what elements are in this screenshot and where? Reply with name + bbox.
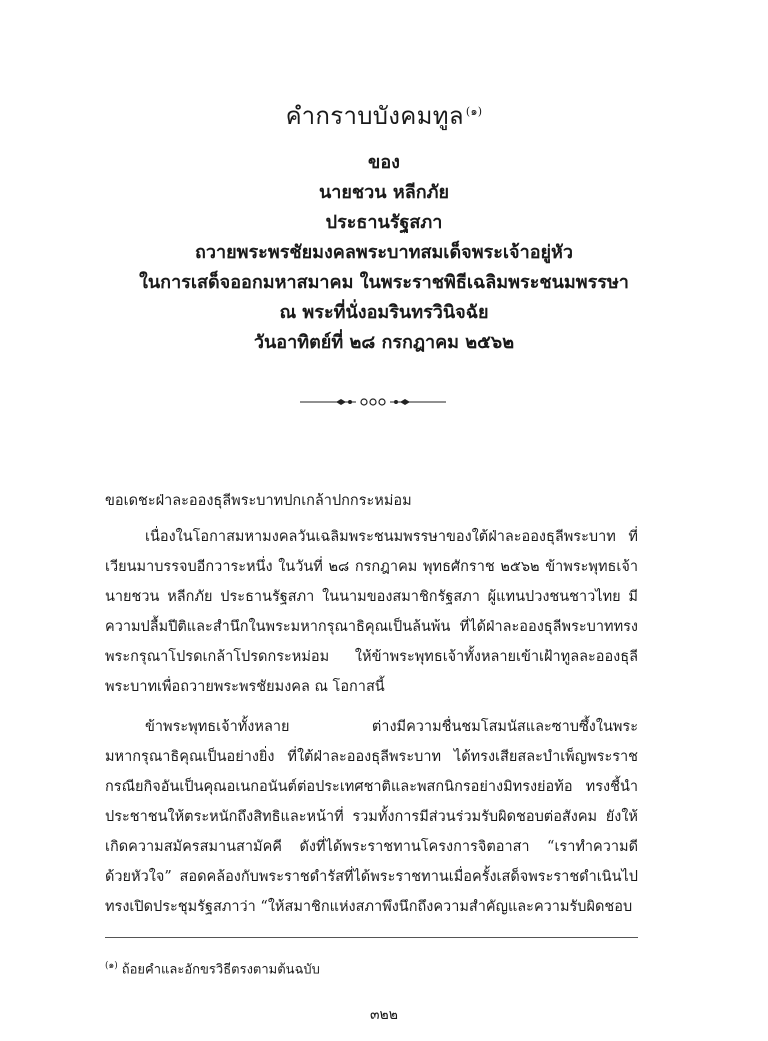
heading-line: ถวายพระพรชัยมงคลพระบาทสมเด็จพระเจ้าอยู่หัว <box>194 242 574 263</box>
heading-block <box>0 148 768 358</box>
page-number: ๓๒๒ <box>369 1007 399 1023</box>
salutation: ขอเดชะฝ่าละอองธุลีพระบาทปกเกล้าปกกระหม่อม <box>105 493 412 509</box>
heading-line: ณ พระที่นั่งอมรินทรวินิจฉัย <box>279 302 489 323</box>
footnote-text: ถ้อยคำและอักขรวิธีตรงตามต้นฉบับ <box>121 962 320 978</box>
footnote <box>105 958 320 979</box>
paragraph: ข้าพระพุทธเจ้าทั้งหลาย ต่างมีความชื่นชมโสมนัสและซาบซึ้งในพระมหากรุณาธิคุณเป็นอย่างยิ่ง ที่ใต้ฝ่าละอองธุลีพระบาท ได้ทรงเสียสละบำเพ็ญพระราชกรณียกิจอันเป็นคุณอเนกอนันต์ต่อประเทศชาติและพสกนิกรอย่างมิทรงย่อท้อ ทรงชี้นำประชาชนให้ตระหนักถึงสิทธิและหน้าที่ รวมทั้งการมีส่วนร่วมรับผิดชอบต่อสังคม ยังให้เกิดความสมัครสมานสามัคคี ดังที่ได้พระราชทานโครงการจิตอาสา “เราทำความดีด้วยหัวใจ” สอดคล้องกับพระราชดำรัสที่ได้พระราชทานเมื่อครั้งเสด็จพระราชดำเนินไปทรงเปิดประชุมรัฐสภาว่า “ให้สมาชิกแห่งสภาพึงนึกถึงความสำคัญและความรับผิดชอบ <box>105 719 638 915</box>
footnote-mark: (๑) <box>105 961 118 971</box>
title-text: คำกราบบังคมทูล <box>285 102 464 130</box>
document-title <box>0 96 768 135</box>
ornament-divider <box>298 392 448 412</box>
footnote-divider <box>105 937 638 938</box>
heading-line: นายชวน หลีกภัย <box>318 182 450 203</box>
heading-line: วันอาทิตย์ที่ ๒๘ กรกฎาคม ๒๕๖๒ <box>253 332 515 353</box>
body-text <box>105 486 638 932</box>
heading-line: ประธานรัฐสภา <box>325 212 443 233</box>
paragraph: เนื่องในโอกาสมหามงคลวันเฉลิมพระชนมพรรษาของใต้ฝ่าละอองธุลีพระบาท ที่เวียนมาบรรจบอีกวาระหนึ่ง ในวันที่ ๒๘ กรกฎาคม พุทธศักราช ๒๕๖๒ ข้าพระพุทธเจ้า นายชวน หลีกภัย ประธานรัฐสภา ในนามของสมาชิกรัฐสภา ผู้แทนปวงชนชาวไทย มีความปลื้มปีติและสำนึกในพระมหากรุณาธิคุณเป็นล้นพ้น ที่ได้ฝ่าละอองธุลีพระบาททรงพระกรุณาโปรดเกล้าโปรดกระหม่อม ให้ข้าพระพุทธเจ้าทั้งหลายเข้าเฝ้าทูลละอองธุลีพระบาทเพื่อถวายพระพรชัยมงคล ณ โอกาสนี้ <box>105 529 638 695</box>
heading-line: ในการเสด็จออกมหาสมาคม ในพระราชพิธีเฉลิมพระชนมพรรษา <box>139 272 629 293</box>
title-footnote-mark: (๑) <box>465 105 483 118</box>
heading-line: ของ <box>368 152 400 173</box>
